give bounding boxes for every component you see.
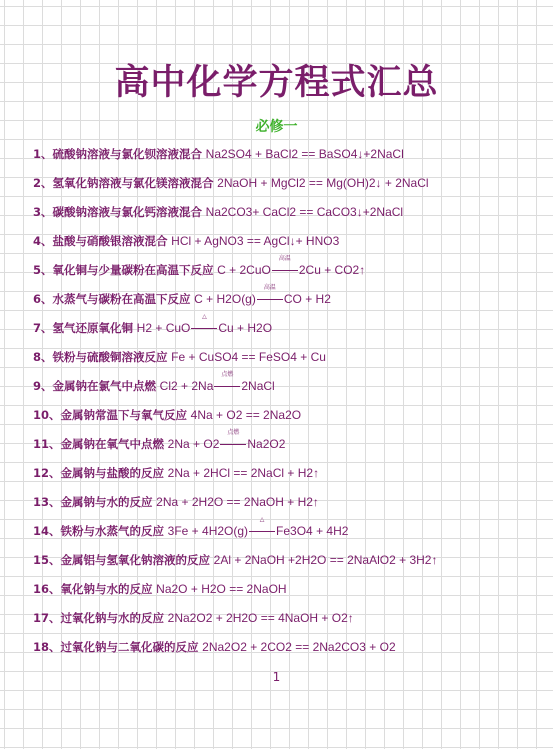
equation: 2Na2O2 + 2CO2 == 2Na2CO3 + O2: [202, 640, 396, 654]
equation: 2Na2O2 + 2H2O == 4NaOH + O2↑: [167, 611, 354, 625]
condition-line: [257, 299, 283, 300]
equation-reactants: Cl2 + 2Na: [159, 379, 214, 393]
reaction-description: 5、氧化铜与少量碳粉在高温下反应: [33, 263, 214, 277]
reaction-description: 13、金属钠与水的反应: [33, 495, 153, 509]
equation-reactants: 2Na + O2: [167, 437, 220, 451]
reaction-description: 14、铁粉与水蒸气的反应: [33, 524, 165, 538]
equation-row: [33, 145, 548, 174]
equation-row: [33, 203, 548, 232]
equation-products: 2Cu + CO2↑: [298, 263, 366, 277]
equation: 2Na + 2HCl == 2NaCl + H2↑: [167, 466, 320, 480]
equation-row: [33, 348, 548, 377]
equation: Fe + CuSO4 == FeSO4 + Cu: [171, 350, 326, 364]
equation-products: Fe3O4 + 4H2: [276, 524, 349, 538]
condition-line: [249, 531, 275, 532]
condition-label: 高温: [278, 255, 291, 262]
equation: Na2CO3+ CaCl2 == CaCO3↓+2NaCl: [205, 205, 404, 219]
condition-label: △: [259, 516, 265, 523]
reaction-description: 15、金属铝与氢氧化钠溶液的反应: [33, 553, 211, 567]
equation-products: Na2O2: [247, 437, 286, 451]
equation-row: [33, 516, 548, 551]
equation-row: [33, 609, 548, 638]
equation-products: Cu + H2O: [218, 321, 273, 335]
reaction-condition: [191, 313, 217, 337]
reaction-condition: [272, 255, 298, 279]
equation: HCl + AgNO3 == AgCl↓+ HNO3: [171, 234, 340, 248]
condition-line: [272, 270, 298, 271]
reaction-condition: [249, 516, 275, 540]
equation-products: 2NaCl: [241, 379, 275, 393]
reaction-description: 3、碳酸钠溶液与氯化钙溶液混合: [33, 205, 202, 219]
condition-line: [220, 444, 246, 445]
reaction-condition: [220, 429, 246, 453]
condition-label: 点燃: [221, 371, 234, 378]
equation-row: [33, 174, 548, 203]
reaction-description: 1、硫酸钠溶液与氯化钡溶液混合: [33, 147, 202, 161]
condition-label: △: [202, 313, 207, 320]
equation-row: [33, 406, 548, 435]
equation-row: [33, 551, 548, 580]
equation-reactants: H2 + CuO: [136, 321, 191, 335]
equation-reactants: C + 2CuO: [217, 263, 271, 277]
reaction-description: 12、金属钠与盐酸的反应: [33, 466, 165, 480]
equation-row: [33, 464, 548, 493]
equation-row: [33, 429, 548, 464]
equation-row: [33, 255, 548, 290]
equation-reactants: C + H2O(g): [194, 292, 256, 306]
equation-row: [33, 284, 548, 319]
reaction-description: 6、水蒸气与碳粉在高温下反应: [33, 292, 191, 306]
equation-row: [33, 493, 548, 522]
equation: Na2O + H2O == 2NaOH: [156, 582, 287, 596]
equation-products: CO + H2: [283, 292, 331, 306]
equation: Na2SO4 + BaCl2 == BaSO4↓+2NaCl: [205, 147, 404, 161]
reaction-description: 17、过氧化钠与水的反应: [33, 611, 165, 625]
section-subtitle: 必修一: [255, 119, 298, 135]
reaction-description: 8、铁粉与硫酸铜溶液反应: [33, 350, 168, 364]
equation: 2NaOH + MgCl2 == Mg(OH)2↓ + 2NaCl: [217, 176, 429, 190]
condition-label: 高温: [263, 284, 276, 291]
reaction-description: 7、氢气还原氧化铜: [33, 321, 134, 335]
reaction-description: 10、金属钠常温下与氧气反应: [33, 408, 188, 422]
reaction-description: 2、氢氧化钠溶液与氯化镁溶液混合: [33, 176, 214, 190]
reaction-description: 11、金属钠在氧气中点燃: [33, 437, 165, 451]
page-number: 1: [272, 670, 281, 684]
page-title: 高中化学方程式汇总: [114, 63, 439, 103]
condition-label: 点燃: [227, 429, 240, 436]
equation: 2Al + 2NaOH +2H2O == 2NaAlO2 + 3H2↑: [213, 553, 438, 567]
reaction-description: 4、盐酸与硝酸银溶液混合: [33, 234, 168, 248]
equation-list: [33, 145, 548, 667]
equation-row: [33, 313, 548, 348]
equation-row: [33, 580, 548, 609]
equation-row: [33, 638, 548, 667]
condition-line: [191, 328, 217, 329]
equation: 4Na + O2 == 2Na2O: [190, 408, 302, 422]
equation: 2Na + 2H2O == 2NaOH + H2↑: [156, 495, 319, 509]
equation-reactants: 3Fe + 4H2O(g): [167, 524, 249, 538]
equation-row: [33, 371, 548, 406]
reaction-condition: [257, 284, 283, 308]
reaction-condition: [214, 371, 240, 395]
condition-line: [214, 386, 240, 387]
reaction-description: 9、金属钠在氯气中点燃: [33, 379, 157, 393]
reaction-description: 18、过氧化钠与二氧化碳的反应: [33, 640, 199, 654]
reaction-description: 16、氧化钠与水的反应: [33, 582, 153, 596]
